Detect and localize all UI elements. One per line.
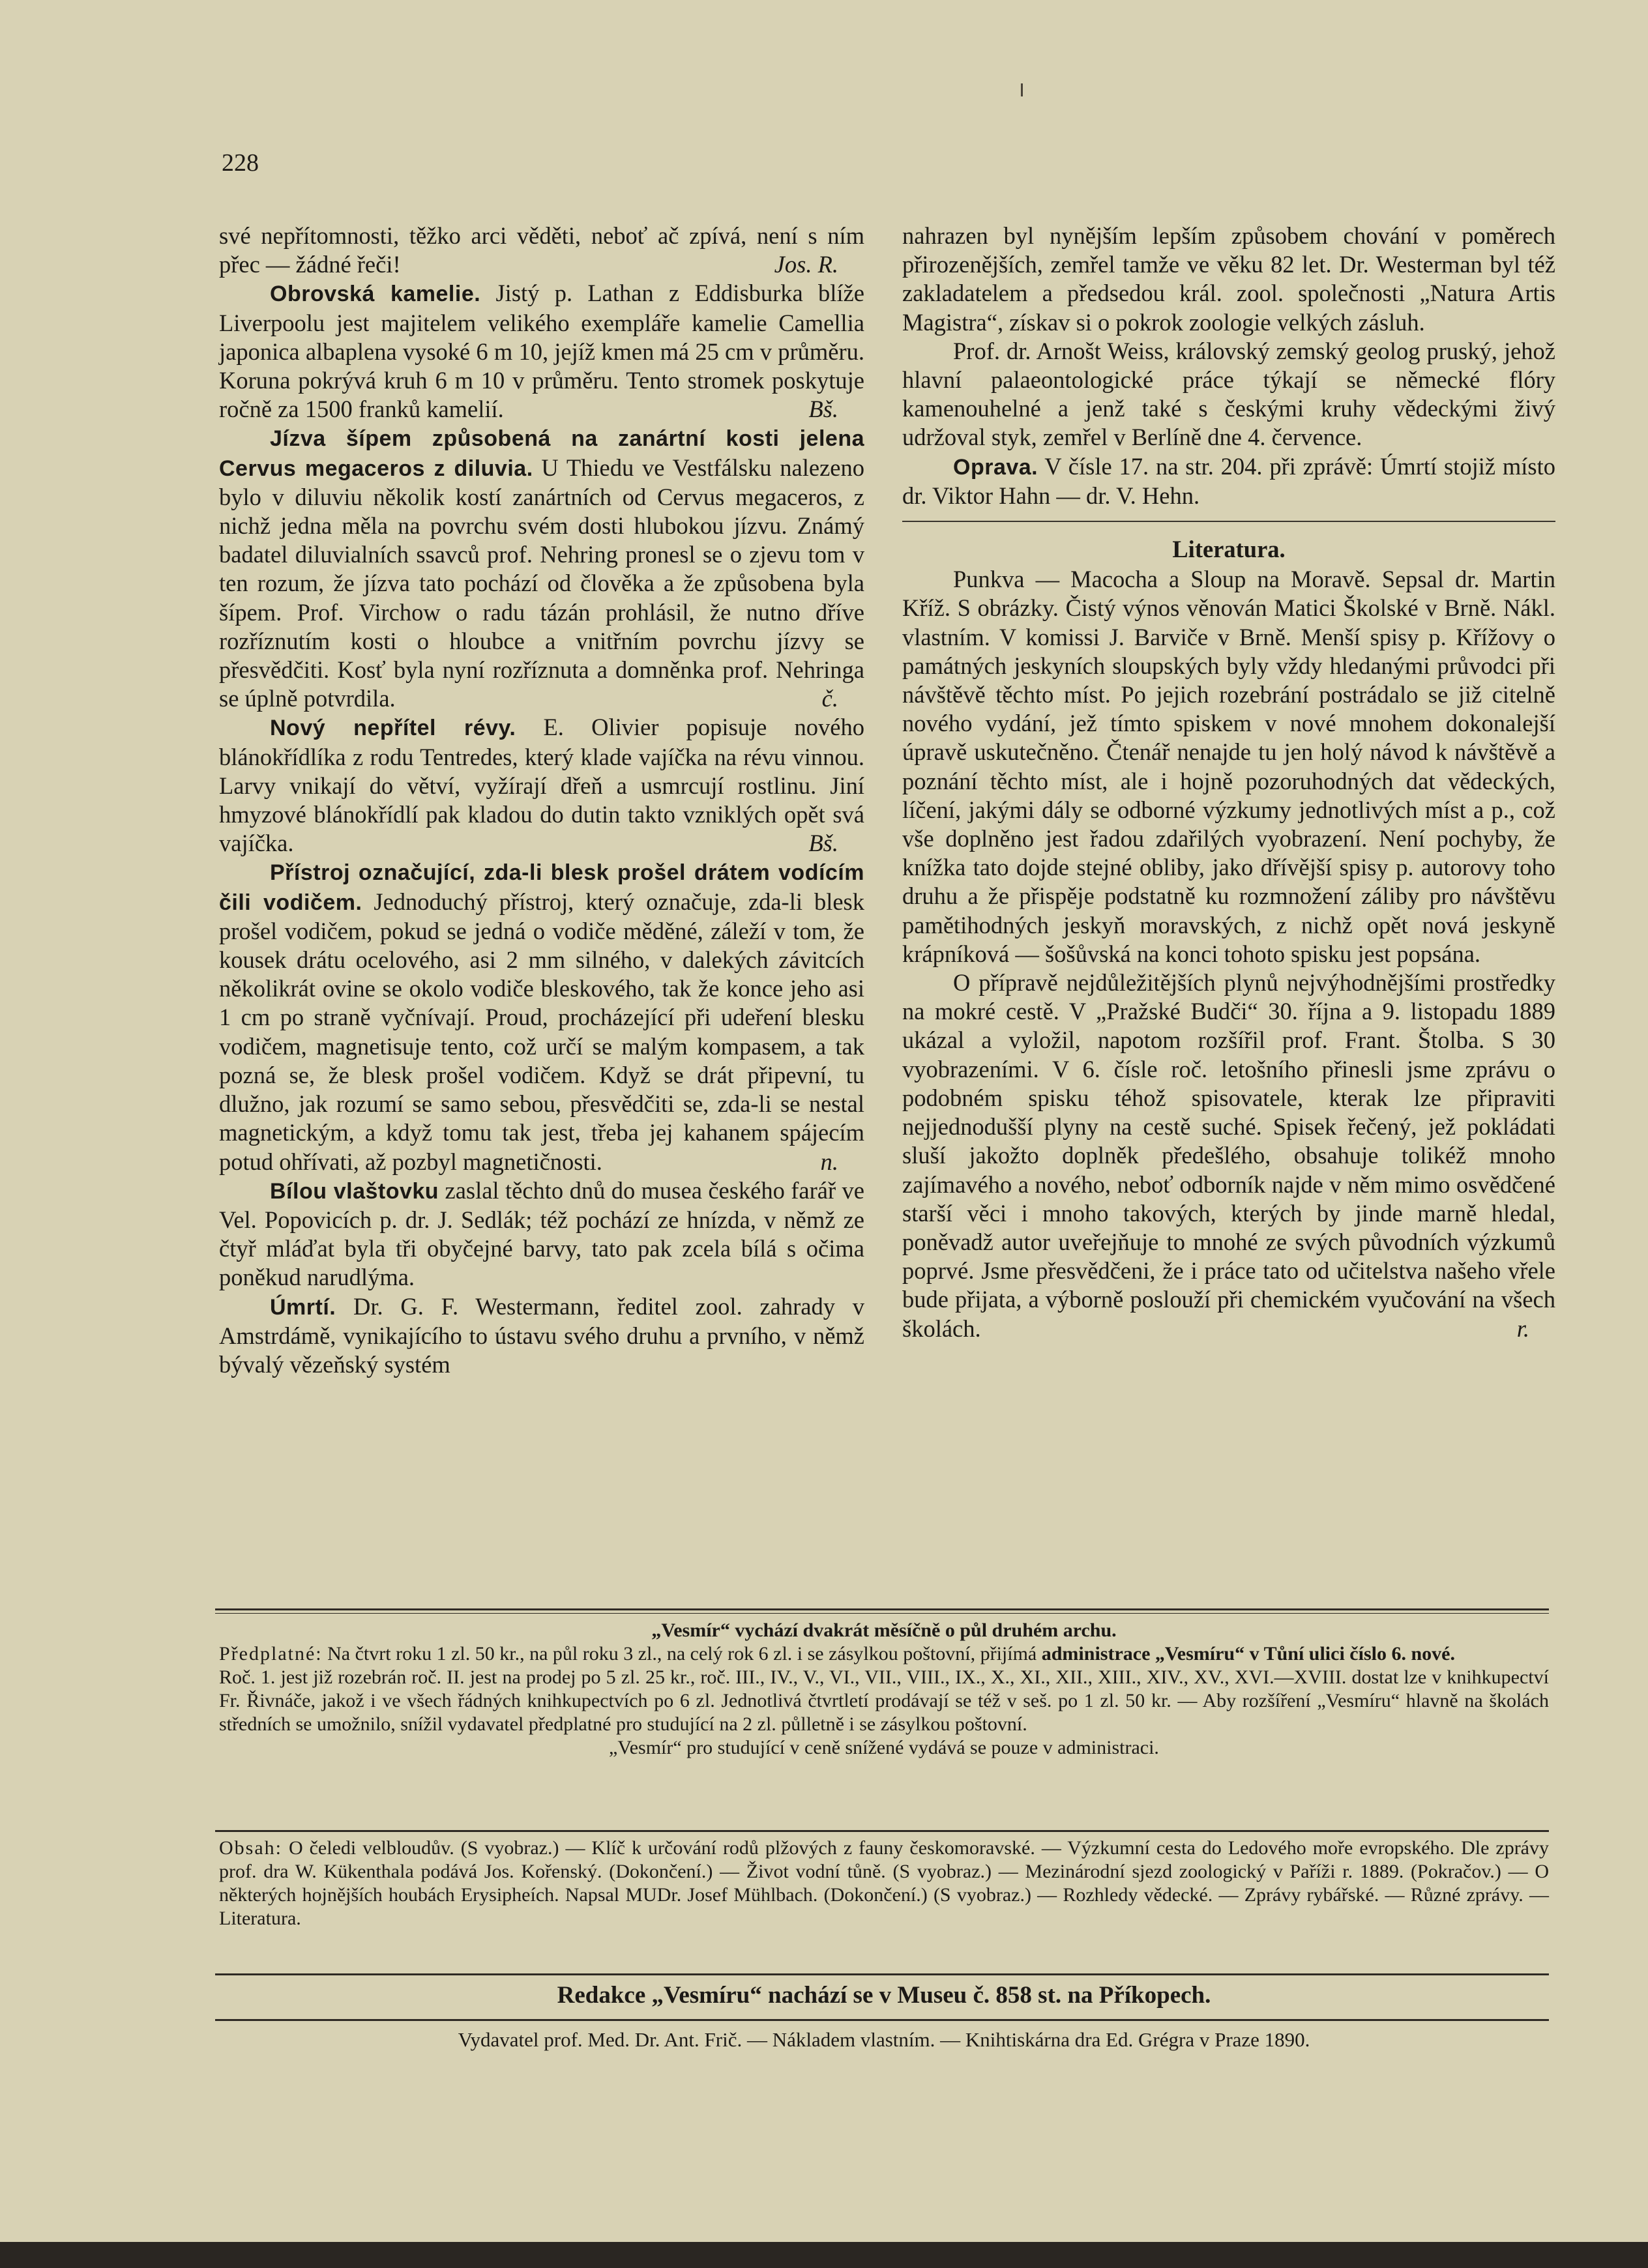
paragraph: Prof. dr. Arnošt Weiss, královský zemský geolog pruský, jehož hlavní palaeontologické práce týkají se německé flóry kamenouhelné a jenž také s českými kruhy vědeckými živý udržoval styk, zemřel v Berlíně dne 4. července. (902, 337, 1555, 451)
article-vlastovka: Bílou vlaštovku zaslal těchto dnů do musea českého farář ve Vel. Popovicích p. dr. J. Sedlák; též pochází ze hnízda, v němž ze čtyř mláďat byla tři obyčejné barvy, tato pak zcela bílá s očima poněkud narudlýma. (219, 1176, 865, 1291)
right-column (902, 222, 1555, 1343)
print-mark (1021, 83, 1023, 96)
divider (902, 521, 1555, 522)
article-umrti: Úmrtí. Dr. G. F. Westermann, ředitel zool. zahrady v Amstrdámě, vynikajícího to ústavu svého druhu a prvního, v němž bývalý vězeňský systém (219, 1292, 864, 1378)
paragraph: své nepřítomnosti, těžko arci věděti, neboť ač zpívá, není s ním přec — žádné řeči! Jos. R. (219, 222, 864, 278)
publisher-line: Vydavatel prof. Med. Dr. Ant. Frič. — Nákladem vlastním. — Knihtiskárna dra Ed. Grégra v Praze 1890. (458, 2028, 1310, 2051)
paragraph: nahrazen byl nynějším lepším způsobem chování v poměrech přirozenějších, zemřel tamže ve věku 82 let. Dr. Westerman byl též zakladatelem a předsedou král. zool. společnosti „Natura Artis Magistra“, získav si o pokrok zoologie velkých zásluh. (902, 222, 1555, 336)
article-revy: Nový nepřítel révy. E. Olivier popisuje nového blánokřídlíka z rodu Tentredes, který klade vajíčka na révu vinnou. Larvy vnikají do větví, vyžírají dřeň a usmrcují rostlinu. Jiní hmyzové blánokřídlí pak kladou do dutin takto vzniklých opět svá vajíčka. Bš. (219, 714, 864, 857)
article-kamelie: Obrovská kamelie. Jistý p. Lathan z Eddisburka blíže Liverpoolu jest majitelem velikého exempláře kamelie Camellia japonica albaplena vysoké 6 m 10, jejíž kmen má 25 cm v průměru. Koruna pokrývá kruh 6 m 10 v průměru. Tento stromek poskytuje ročně za 1500 franků kamelií. Bš. (219, 280, 864, 423)
article-jizva: Jízva šípem způsobená na zanártní kosti jelena Cervus megaceros z diluvia. U Thiedu ve Vestfálsku nalezeno bylo v diluviu několik kostí zanártních od Cervus megaceros, z nichž jedna měla na povrchu svém dosti hlubokou jízvu. Známý badatel diluvialních ssavců prof. Nehring pronesl se o zjevu tom v ten rozum, že jízva tato pochází od člověka a že způsobena byla šípem. Prof. Virchow o radu tázán prohlásil, že nutno dříve rozříznutím kosti o hloubce a vnitřním povrchu jízvy se přesvědčiti. Kosť byla nyní rozříznuta a domněnka prof. Nehringa se úplně potvrdila. č. (219, 426, 864, 712)
left-column (219, 222, 864, 1379)
page-number: 228 (222, 149, 259, 177)
contents: Obsah: O čeledi velbloudův. (S vyobraz.) — Klíč k určování rodů plžových z fauny českomoravské. — Výzkumní cesta do Ledového moře evropského. Dle zprávy prof. dra W. Kükenthala podává Jos. Kořenský. (Dokončení.) — Život vodní tůně. (S vyobraz.) — Mezinárodní sjezd zoologický v Paříži r. 1889. (Pokračov.) — O některých hojnějších houbách Erysipheích. Napsal MUDr. Josef Mühlbach. (Dokončení.) (S vyobraz.) — Rozhledy vědecké. — Zprávy rybářské. — Různé zprávy. — Literatura. (219, 1837, 1549, 1929)
editorial-address: Redakce „Vesmíru“ nachází se v Museu č. 858 st. na Příkopech. (557, 1982, 1211, 2009)
review: Punkva — Macocha a Sloup na Moravě. Sepsal dr. Martin Kříž. S obrázky. Čistý výnos věnován Matici Školské v Brně. Nákl. vlastním. V komissi J. Barviče v Brně. Menší spisy p. Křížovy o památných jeskyních sloupských byly vždy hledanými průvodci při návštěvě těchto míst. Po jejich rozebrání postrádalo se již citelně nového vydání, jež tímto spiskem v nové mnohem dokonalejší úpravě uskutečněno. Čtenář nenajde tu jen holý návod k návštěvě a poznání těchto míst, ale i hojně pozoruhodných dat vědeckých, líčení, jakými dály se odborné výzkumy jednotlivých míst a p., což vše doplněno jest řadou zdařilých vyobrazení. Není pochyby, že knížka tato dojde stejné obliby, jako dřívější spisy p. autorovy toho druhu a že přispěje podstatně ku rozmnožení záliby pro návštěvu pamětihodných jeskyň moravských, z nichž opět nová jeskyně krápníková — šošůvská na konci tohoto spisku jest popsána. (902, 566, 1555, 967)
rule (215, 1830, 1549, 1832)
article-blesk: Přístroj označující, zda-li blesk prošel drátem vodícím čili vodičem. Jednoduchý přístroj, který označuje, zda-li blesk prošel vodičem, pokud se jedná o vodiče měděné, záleží v tom, že kousek drátu ocelového, asi 2 mm silného, v dalekých závitcích několikrát ovine se okolo vodiče bleskového, tak že konce jeho asi 1 cm po straně vyčnívají. Proud, procházející při udeření blesku vodičem, magnetisuje tento, což určí se malým kompasem, a tak pozná se, že blesk prošel vodičem. Když se drát připevní, tu dlužno, jak rozumí se samo sebou, přesvědčiti se, zda-li se nestal magnetickým, a když tomu tak jest, třeba jej kahanem spájecím potud ohřívati, až pozbyl magnetičnosti. n. (219, 860, 864, 1175)
rule (215, 2019, 1549, 2021)
review: O přípravě nejdůležitějších plynů nejvýhodnějšími prostředky na mokré cestě. V „Pražské Budči“ 30. října a 9. listopadu 1889 ukázal a vyložil, napotom rozšířil prof. Frant. Štolba. S 30 vyobrazeními. V 6. čísle roč. letošního přinesli jsme zprávu o podobném spisku téhož spisovatele, kterak lze připraviti nejjednodušší plyny na cestě suché. Spisek řečený, jež pokládati sluší jakožto doplněk předešlého, obsahuje tolikéž mnoho zajímavého a nového, neboť odborník najde v něm mimo osvědčené starší věci i mnoho takových, kterých by jinde marně hledal, poněvadž autor uveřejňuje to mnohé ze svých původních výzkumů poprvé. Jsme přesvědčeni, že i práce tato od učitelstva našeho vřele bude přijata, a výborně poslouží při chemickém vyučování na všech školách. r. (902, 969, 1555, 1342)
rule (215, 1973, 1549, 1975)
subscription-info: „Vesmír“ vychází dvakrát měsíčně o půl druhém archu. Předplatné: Na čtvrt roku 1 zl. 50 kr., na půl roku 3 zl., na celý rok 6 zl. i se zásylkou poštovní, přijímá administrace „Vesmíru“ v Tůní ulici číslo 6. nové. Roč. 1. jest již rozebrán roč. II. jest na prodej po 5 zl. 25 kr., roč. III., IV., V., VI., VII., VIII., IX., X., XI., XII., XIII., XIV., XV., XVI.—XVIII. dostat lze v knihkupectví Fr. Řivnáče, jakož i ve všech řádných knihkupectvích po 6 zl. Jednotlivá čtvrtletí prodávají se též v seš. po 1 zl. 50 kr. — Aby rozšíření „Vesmíru“ hlavně na školách středních se umožnilo, snížil vydavatel předplatné pro studující na 2 zl. půlletně i se zásylkou poštovní. „Vesmír“ pro studující v ceně snížené vydává se pouze v administraci. (219, 1620, 1549, 1758)
article-oprava: Oprava. V čísle 17. na str. 204. při zprávě: Úmrtí stojiž místo dr. Viktor Hahn — dr. V. Hehn. (902, 452, 1555, 509)
section-heading: Literatura. (1172, 536, 1286, 563)
double-rule (215, 1608, 1549, 1614)
